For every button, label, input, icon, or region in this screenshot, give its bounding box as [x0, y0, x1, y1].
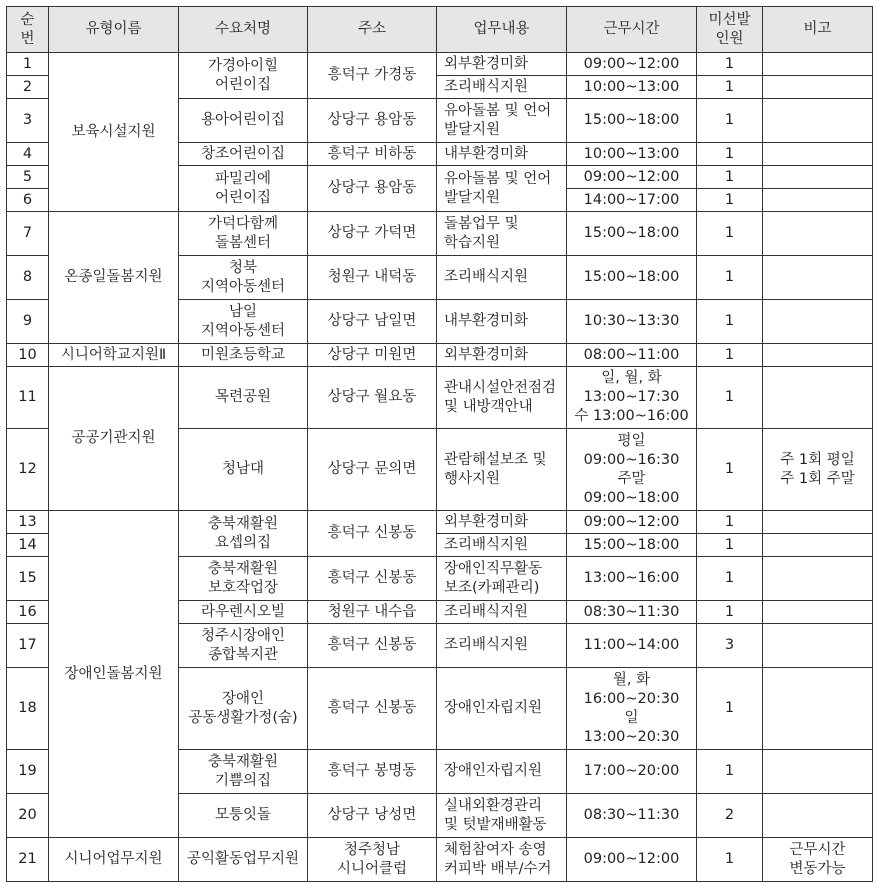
cell-unfilled: 3 [697, 624, 763, 668]
cell-no: 20 [7, 794, 49, 838]
cell-unfilled: 1 [697, 557, 763, 601]
cell-no: 3 [7, 99, 49, 143]
cell-client: 충북재활원 보호작업장 [179, 557, 308, 601]
cell-type: 시니어학교지원Ⅱ [49, 344, 179, 367]
header-work: 업무내용 [437, 7, 567, 53]
cell-work: 조리배식지원 [437, 256, 567, 300]
cell-no: 18 [7, 668, 49, 750]
cell-unfilled: 1 [697, 300, 763, 344]
cell-hours: 11:00~14:00 [567, 624, 697, 668]
cell-no: 19 [7, 750, 49, 794]
cell-unfilled: 1 [697, 367, 763, 429]
cell-hours: 13:00~16:00 [567, 557, 697, 601]
table-row [7, 53, 873, 76]
cell-note: 주 1회 평일 주 1회 주말 [763, 429, 873, 511]
cell-hours: 09:00~12:00 [567, 53, 697, 76]
cell-address: 흥덕구 신봉동 [308, 668, 437, 750]
cell-work: 체험참여자 송영 커피박 배부/수거 [437, 838, 567, 882]
cell-hours: 일, 월, 화 13:00~17:30 수 13:00~16:00 [567, 367, 697, 429]
cell-work: 조리배식지원 [437, 76, 567, 99]
cell-hours: 08:30~11:30 [567, 601, 697, 624]
cell-address: 흥덕구 신봉동 [308, 557, 437, 601]
cell-work: 돌봄업무 및 학습지원 [437, 212, 567, 256]
cell-work: 조리배식지원 [437, 624, 567, 668]
cell-client: 파밀리에 어린이집 [179, 166, 308, 212]
cell-address: 청원구 내덕동 [308, 256, 437, 300]
cell-address: 청원구 내수읍 [308, 601, 437, 624]
cell-no: 10 [7, 344, 49, 367]
cell-note [763, 367, 873, 429]
cell-hours: 09:00~12:00 [567, 166, 697, 189]
cell-address: 흥덕구 봉명동 [308, 750, 437, 794]
cell-client: 남일 지역아동센터 [179, 300, 308, 344]
cell-note [763, 344, 873, 367]
cell-client: 청북 지역아동센터 [179, 256, 308, 300]
cell-note [763, 511, 873, 534]
cell-hours: 월, 화 16:00~20:30 일 13:00~20:30 [567, 668, 697, 750]
cell-no: 14 [7, 534, 49, 557]
header-hours: 근무시간 [567, 7, 697, 53]
cell-hours: 15:00~18:00 [567, 99, 697, 143]
header-unfilled: 미선발 인원 [697, 7, 763, 53]
cell-unfilled: 1 [697, 143, 763, 166]
cell-unfilled: 1 [697, 256, 763, 300]
cell-work: 조리배식지원 [437, 534, 567, 557]
cell-hours: 17:00~20:00 [567, 750, 697, 794]
cell-client: 용아어린이집 [179, 99, 308, 143]
cell-unfilled: 1 [697, 750, 763, 794]
cell-hours: 09:00~12:00 [567, 511, 697, 534]
cell-no: 1 [7, 53, 49, 76]
cell-note [763, 256, 873, 300]
cell-address: 흥덕구 비하동 [308, 143, 437, 166]
cell-address: 상당구 용암동 [308, 99, 437, 143]
cell-address: 상당구 용암동 [308, 166, 437, 212]
cell-unfilled: 1 [697, 534, 763, 557]
header-client: 수요처명 [179, 7, 308, 53]
cell-client: 청주시장애인 종합복지관 [179, 624, 308, 668]
cell-no: 2 [7, 76, 49, 99]
cell-hours: 08:00~11:00 [567, 344, 697, 367]
cell-no: 6 [7, 189, 49, 212]
cell-note [763, 601, 873, 624]
header-type: 유형이름 [49, 7, 179, 53]
cell-work: 실내외환경관리 및 텃밭재배활동 [437, 794, 567, 838]
cell-client: 장애인 공동생활가정(숨) [179, 668, 308, 750]
cell-no: 16 [7, 601, 49, 624]
cell-address: 상당구 가덕면 [308, 212, 437, 256]
cell-client: 청남대 [179, 429, 308, 511]
cell-work: 외부환경미화 [437, 53, 567, 76]
cell-unfilled: 1 [697, 76, 763, 99]
cell-work: 유아돌봄 및 언어 발달지원 [437, 166, 567, 212]
cell-address: 상당구 남일면 [308, 300, 437, 344]
cell-address: 상당구 월요동 [308, 367, 437, 429]
cell-hours: 09:00~12:00 [567, 838, 697, 882]
cell-work: 장애인직무활동 보조(카페관리) [437, 557, 567, 601]
table-row [7, 511, 873, 534]
cell-address: 상당구 미원면 [308, 344, 437, 367]
cell-note [763, 624, 873, 668]
cell-unfilled: 1 [697, 99, 763, 143]
cell-note [763, 99, 873, 143]
cell-unfilled: 1 [697, 838, 763, 882]
cell-unfilled: 1 [697, 344, 763, 367]
cell-address: 흥덕구 신봉동 [308, 511, 437, 557]
table-row [7, 367, 873, 429]
cell-note [763, 143, 873, 166]
cell-unfilled: 2 [697, 794, 763, 838]
header-no: 순 번 [7, 7, 49, 53]
header-note: 비고 [763, 7, 873, 53]
cell-no: 9 [7, 300, 49, 344]
cell-address: 흥덕구 가경동 [308, 53, 437, 99]
cell-note [763, 166, 873, 189]
cell-note [763, 668, 873, 750]
cell-address: 상당구 낭성면 [308, 794, 437, 838]
cell-client: 공익활동업무지원 [179, 838, 308, 882]
cell-no: 4 [7, 143, 49, 166]
job-vacancy-table [6, 6, 873, 882]
cell-no: 7 [7, 212, 49, 256]
cell-note [763, 53, 873, 76]
cell-hours: 10:00~13:00 [567, 76, 697, 99]
cell-work: 유아돌봄 및 언어 발달지원 [437, 99, 567, 143]
table-row [7, 838, 873, 882]
cell-client: 창조어린이집 [179, 143, 308, 166]
cell-work: 관내시설안전점검 및 내방객안내 [437, 367, 567, 429]
cell-unfilled: 1 [697, 511, 763, 534]
cell-unfilled: 1 [697, 668, 763, 750]
cell-unfilled: 1 [697, 212, 763, 256]
cell-unfilled: 1 [697, 189, 763, 212]
cell-work: 장애인자립지원 [437, 668, 567, 750]
cell-no: 15 [7, 557, 49, 601]
cell-note [763, 300, 873, 344]
cell-work: 관람해설보조 및 행사지원 [437, 429, 567, 511]
cell-hours: 평일 09:00~16:30 주말 09:00~18:00 [567, 429, 697, 511]
cell-type: 보육시설지원 [49, 53, 179, 212]
cell-client: 모퉁잇돌 [179, 794, 308, 838]
cell-no: 8 [7, 256, 49, 300]
cell-note [763, 750, 873, 794]
header-row [7, 7, 873, 53]
cell-unfilled: 1 [697, 429, 763, 511]
cell-work: 외부환경미화 [437, 511, 567, 534]
cell-no: 11 [7, 367, 49, 429]
cell-client: 라우렌시오빌 [179, 601, 308, 624]
cell-client: 가경아이힐 어린이집 [179, 53, 308, 99]
cell-hours: 14:00~17:00 [567, 189, 697, 212]
table-row [7, 212, 873, 256]
cell-client: 충북재활원 요셉의집 [179, 511, 308, 557]
cell-client: 충북재활원 기쁨의집 [179, 750, 308, 794]
cell-work: 내부환경미화 [437, 143, 567, 166]
cell-no: 17 [7, 624, 49, 668]
cell-type: 장애인돌봄지원 [49, 511, 179, 838]
cell-client: 미원초등학교 [179, 344, 308, 367]
cell-work: 외부환경미화 [437, 344, 567, 367]
cell-note [763, 189, 873, 212]
cell-note [763, 557, 873, 601]
cell-work: 조리배식지원 [437, 601, 567, 624]
cell-no: 13 [7, 511, 49, 534]
cell-client: 목련공원 [179, 367, 308, 429]
cell-note [763, 794, 873, 838]
cell-type: 공공기관지원 [49, 367, 179, 511]
cell-address: 청주청남 시니어클럽 [308, 838, 437, 882]
cell-hours: 15:00~18:00 [567, 256, 697, 300]
cell-no: 21 [7, 838, 49, 882]
cell-address: 흥덕구 신봉동 [308, 624, 437, 668]
cell-work: 내부환경미화 [437, 300, 567, 344]
cell-hours: 10:30~13:30 [567, 300, 697, 344]
table-row [7, 344, 873, 367]
cell-unfilled: 1 [697, 166, 763, 189]
cell-no: 5 [7, 166, 49, 189]
cell-client: 가덕다함께 돌봄센터 [179, 212, 308, 256]
cell-type: 시니어업무지원 [49, 838, 179, 882]
cell-unfilled: 1 [697, 601, 763, 624]
cell-hours: 15:00~18:00 [567, 212, 697, 256]
cell-hours: 15:00~18:00 [567, 534, 697, 557]
header-address: 주소 [308, 7, 437, 53]
cell-type: 온종일돌봄지원 [49, 212, 179, 344]
cell-hours: 10:00~13:00 [567, 143, 697, 166]
cell-address: 상당구 문의면 [308, 429, 437, 511]
cell-work: 장애인자립지원 [437, 750, 567, 794]
cell-note [763, 534, 873, 557]
cell-hours: 08:30~11:30 [567, 794, 697, 838]
cell-note [763, 212, 873, 256]
cell-unfilled: 1 [697, 53, 763, 76]
cell-no: 12 [7, 429, 49, 511]
cell-note [763, 76, 873, 99]
cell-note: 근무시간 변동가능 [763, 838, 873, 882]
